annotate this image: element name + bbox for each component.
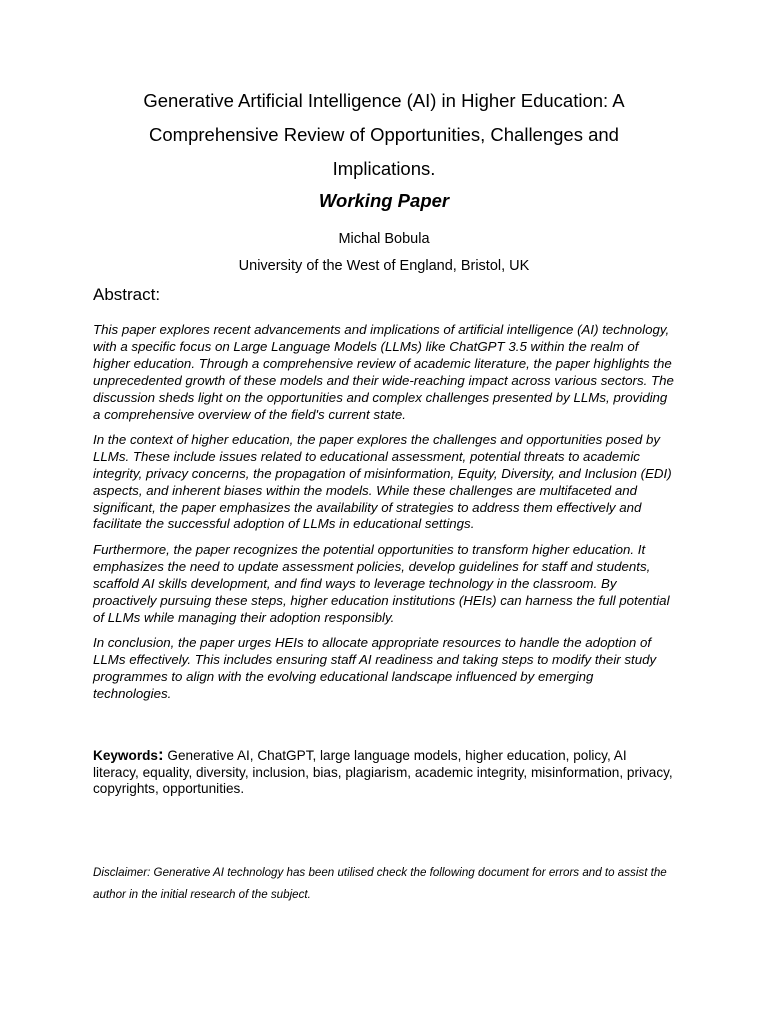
abstract-paragraph-3: Furthermore, the paper recognizes the potential opportunities to transform higher education. It emphasizes the need to update assessment policies, develop guidelines for staff and students, scaffold AI skills development, and find ways to leverage technology in the classroom. By proactively pursuing these steps, higher education institutions (HEIs) can harness the full potential of LLMs while managing their adoption responsibly. bbox=[93, 541, 670, 625]
abstract-paragraph-2: In the context of higher education, the paper explores the challenges and opportunities posed by LLMs. These include issues related to educational assessment, potential threats to academic integrity, privacy concerns, the propagation of misinformation, Equity, Diversity, and Inclusion (EDI) aspects, and inherent biases within the models. While these challenges are multifaceted and significant, the paper emphasizes the availability of strategies to address them effectively and facilitate the successful adoption of LLMs in educational settings. bbox=[93, 431, 672, 532]
abstract-body bbox=[93, 322, 675, 711]
paper-title bbox=[100, 84, 668, 186]
keywords-block bbox=[93, 747, 675, 798]
keywords-list: Generative AI, ChatGPT, large language models, higher education, policy, AI literacy, equality, diversity, inclusion, bias, plagiarism, academic integrity, misinformation, privacy, copyrights, opportunities. bbox=[93, 748, 673, 796]
abstract-paragraph-4: In conclusion, the paper urges HEIs to allocate appropriate resources to handle the adoption of LLMs effectively. This includes ensuring staff AI readiness and taking steps to modify their study programmes to align with the evolving educational landscape influenced by emerging technologies. bbox=[93, 634, 657, 701]
keywords-colon: : bbox=[157, 745, 164, 764]
title-line-3: Implications. bbox=[332, 158, 436, 179]
author-name: Michal Bobula bbox=[338, 231, 430, 247]
title-line-2: Comprehensive Review of Opportunities, Challenges and bbox=[149, 124, 619, 145]
disclaimer-note: Disclaimer: Generative AI technology has been utilised check the following document for errors and to assist the author in the initial research of the subject. bbox=[93, 866, 667, 901]
abstract-paragraph-1: This paper explores recent advancements and implications of artificial intelligence (AI) technology, with a specific focus on Large Language Models (LLMs) like ChatGPT 3.5 within the realm of higher education. Through a comprehensive review of academic literature, the paper highlights the unprecedented growth of these models and their wide-reaching impact across various sectors. The discussion sheds light on the opportunities and complex challenges presented by LLMs, providing a comprehensive overview of the field's current state. bbox=[93, 322, 674, 422]
paper-subtitle: Working Paper bbox=[318, 190, 450, 211]
keywords-label: Keywords bbox=[93, 748, 158, 763]
author-affiliation: University of the West of England, Bristol, UK bbox=[238, 258, 530, 274]
title-line-1: Generative Artificial Intelligence (AI) in Higher Education: A bbox=[143, 90, 625, 111]
abstract-heading: Abstract: bbox=[93, 285, 161, 304]
